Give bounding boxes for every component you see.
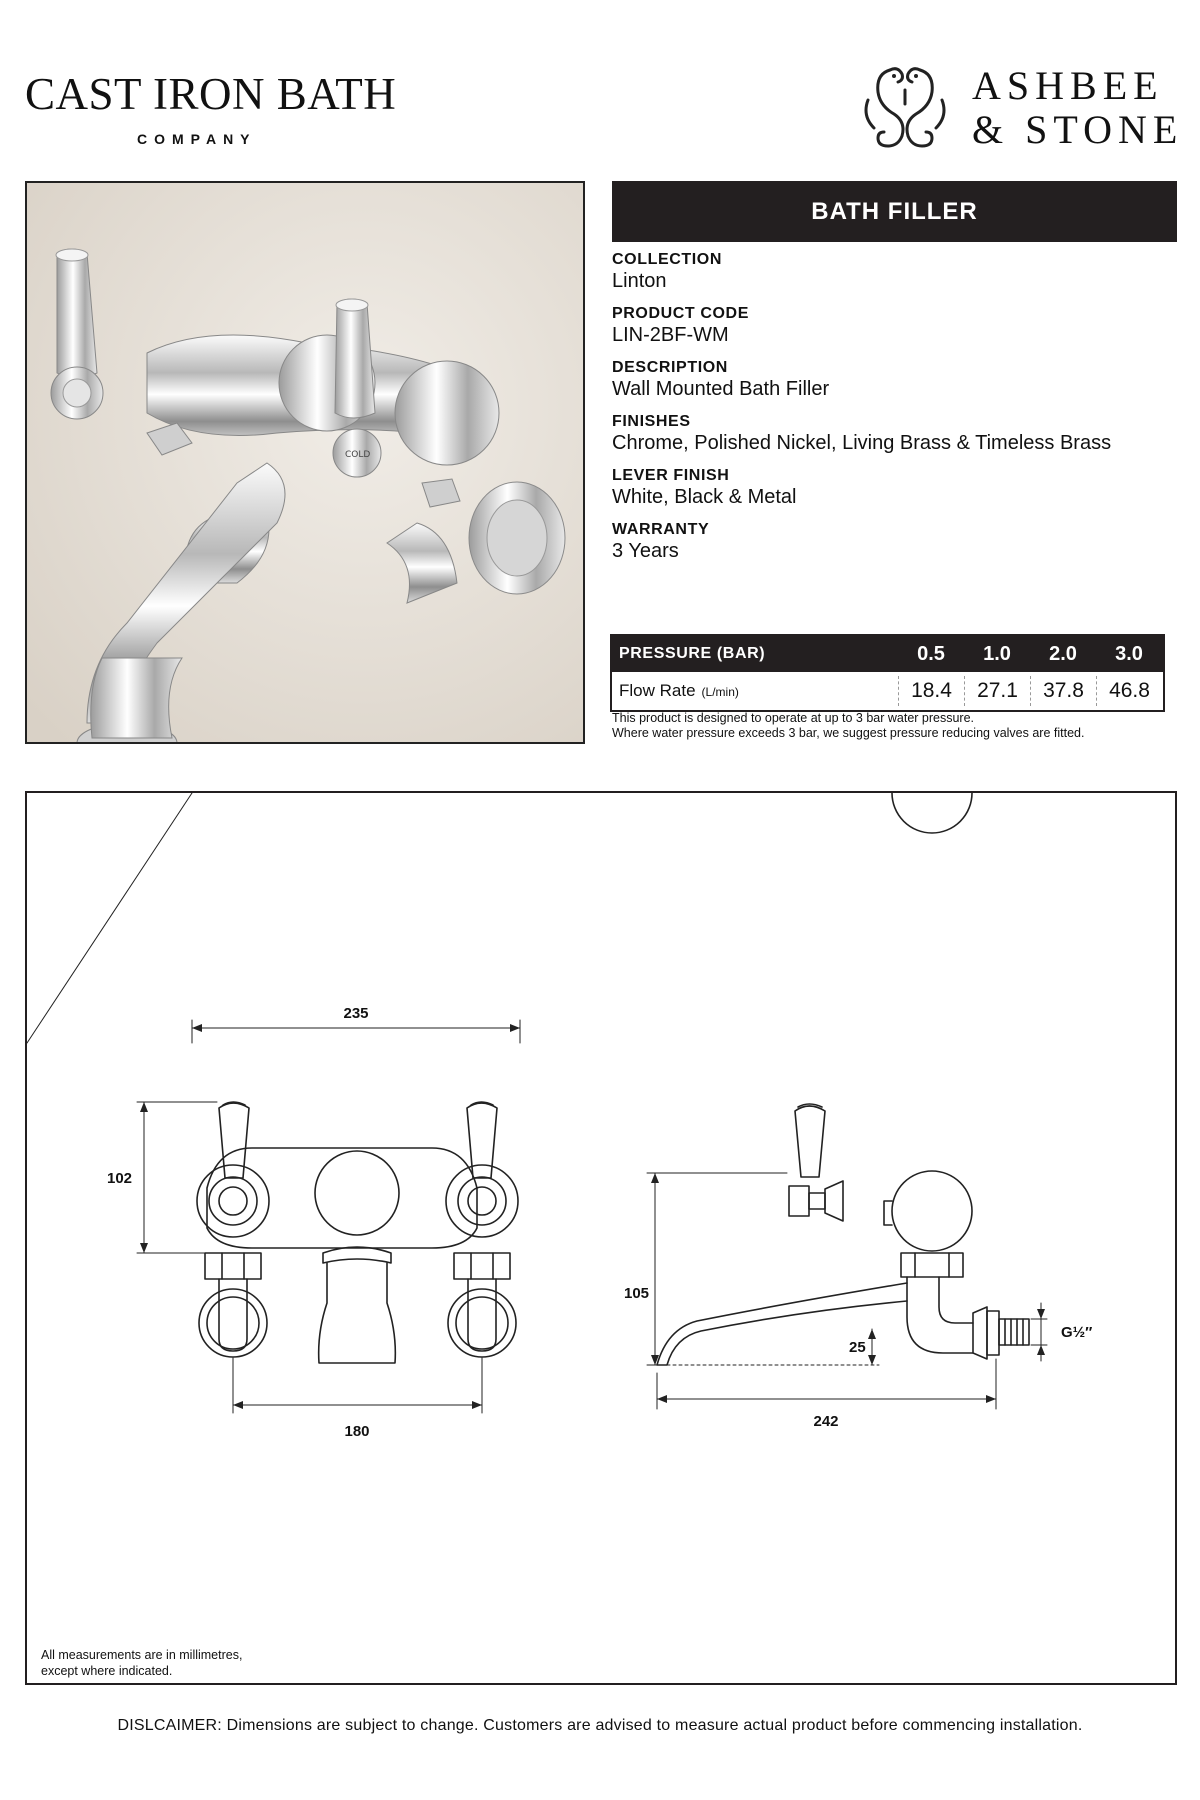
logo-line2: & STONE — [972, 107, 1184, 152]
technical-drawing-frame — [25, 791, 1177, 1685]
flow-rate-text: Flow Rate — [619, 681, 696, 700]
disclaimer: DISLCAIMER: Dimensions are subject to change. Customers are advised to measure actual product before commencing installation. — [117, 1717, 1083, 1734]
dim-front-centers: 180 — [344, 1423, 370, 1440]
dim-front-height: 102 — [107, 1170, 133, 1187]
flow-rate-value: 37.8 — [1030, 676, 1096, 706]
logo-main-text: CAST IRON BATH — [25, 69, 397, 119]
spec-warranty — [612, 520, 1177, 563]
ashbee-stone-logo — [860, 60, 1184, 160]
pressure-header-label: PRESSURE (BAR) — [619, 645, 766, 662]
logo-sub-text: COMPANY — [137, 131, 257, 147]
measurement-note-line2: except where indicated. — [41, 1664, 173, 1678]
dim-side-spout: 25 — [849, 1339, 866, 1356]
spec-label: FINISHES — [612, 413, 691, 430]
spec-finishes — [612, 412, 1177, 455]
spec-lever-finish — [612, 466, 1177, 509]
measurement-note-line1: All measurements are in millimetres, — [41, 1648, 243, 1662]
product-title-bar: BATH FILLER — [612, 181, 1177, 242]
pressure-value: 0.5 — [917, 642, 945, 665]
spec-label: WARRANTY — [612, 521, 710, 538]
logo-line1: ASHBEE — [972, 63, 1164, 108]
flow-rate-value: 46.8 — [1096, 676, 1162, 706]
bath-filler-photo-icon — [27, 183, 585, 744]
spec-value: Linton — [612, 270, 667, 292]
pressure-table — [610, 634, 1165, 712]
spec-value: White, Black & Metal — [612, 486, 797, 508]
front-view-drawing — [27, 793, 520, 1413]
cast-iron-bath-logo — [25, 69, 405, 147]
pressure-note — [612, 711, 1084, 741]
pressure-value: 1.0 — [983, 642, 1011, 665]
pressure-value: 3.0 — [1115, 642, 1143, 665]
pressure-value: 2.0 — [1049, 642, 1077, 665]
flow-rate-label — [612, 681, 898, 701]
spec-description — [612, 358, 1177, 401]
spec-value: Chrome, Polished Nickel, Living Brass & Timeless Brass — [612, 432, 1112, 454]
flow-rate-value: 18.4 — [898, 676, 964, 706]
side-view-drawing — [647, 793, 1047, 1409]
dim-thread: G½″ — [1061, 1324, 1093, 1341]
dim-side-height: 105 — [624, 1285, 650, 1302]
seahorse-emblem-icon — [860, 60, 950, 160]
spec-value: 3 Years — [612, 540, 679, 562]
flow-rate-row — [612, 672, 1163, 710]
spec-value: LIN-2BF-WM — [612, 324, 729, 346]
product-photo — [25, 181, 585, 744]
spec-label: LEVER FINISH — [612, 467, 730, 484]
dim-front-width: 235 — [343, 1005, 369, 1022]
measurement-note — [41, 1647, 242, 1679]
pressure-note-line2: Where water pressure exceeds 3 bar, we suggest pressure reducing valves are fitted. — [612, 726, 1085, 740]
spec-collection — [612, 250, 1177, 293]
flow-rate-value: 27.1 — [964, 676, 1030, 706]
spec-label: COLLECTION — [612, 251, 722, 268]
pressure-note-line1: This product is designed to operate at up to 3 bar water pressure. — [612, 711, 975, 725]
spec-list — [612, 250, 1177, 574]
spec-label: DESCRIPTION — [612, 359, 728, 376]
dim-side-depth: 242 — [813, 1413, 839, 1430]
spec-product-code — [612, 304, 1177, 347]
ashbee-stone-wordmark — [972, 64, 1183, 152]
flow-rate-unit: (L/min) — [701, 685, 739, 699]
spec-value: Wall Mounted Bath Filler — [612, 378, 830, 400]
pressure-header-row — [612, 636, 1163, 672]
spec-label: PRODUCT CODE — [612, 305, 749, 322]
technical-drawing — [27, 793, 1179, 1687]
cold-label: COLD — [345, 450, 371, 460]
